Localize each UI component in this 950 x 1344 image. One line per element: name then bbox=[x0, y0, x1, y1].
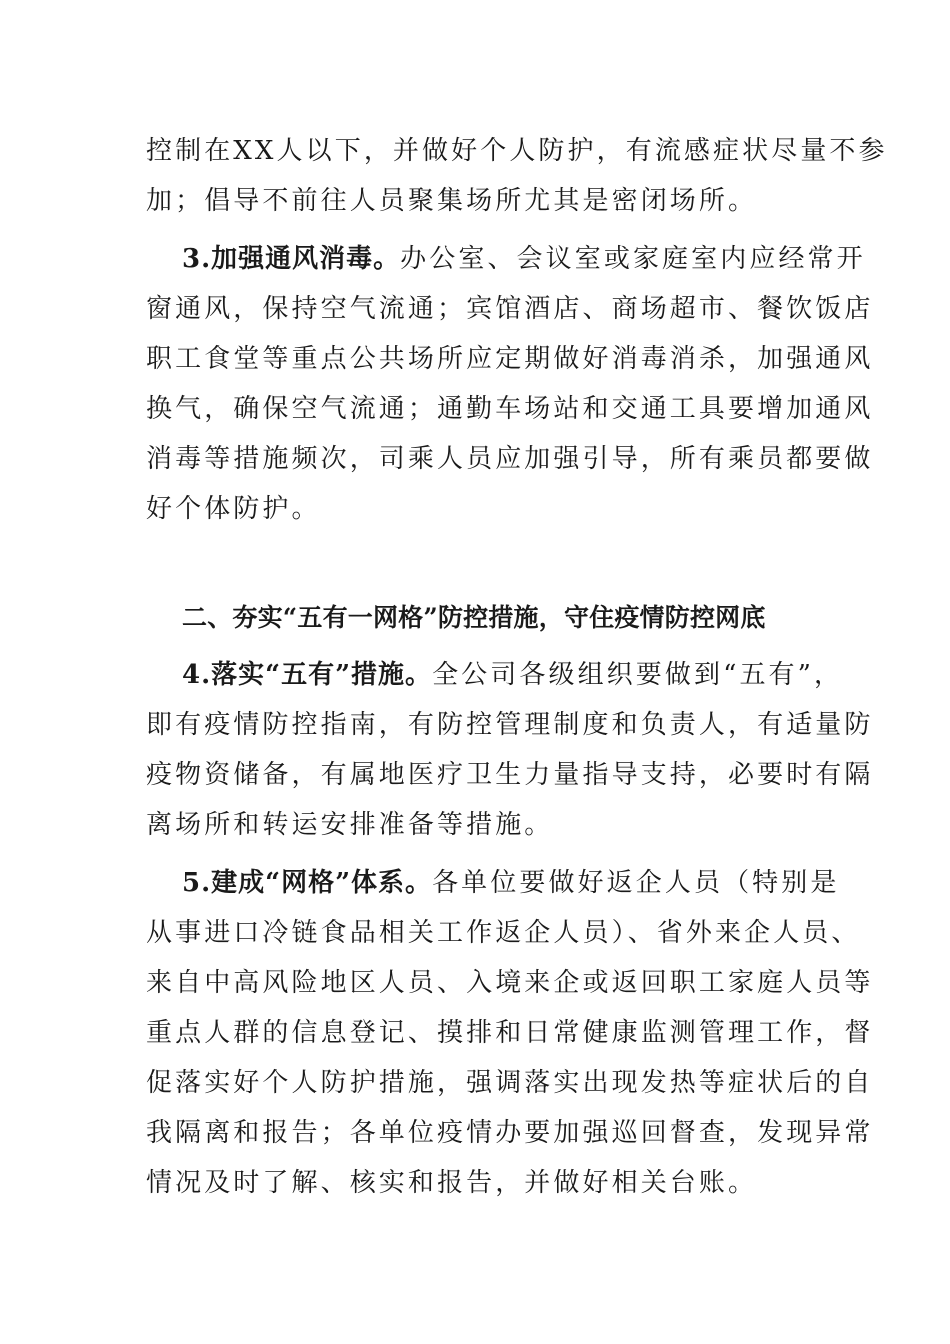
paragraph-line: 从事进口冷链食品相关工作返企人员）、省外来企人员、 bbox=[146, 918, 861, 948]
paragraph-line: 消毒等措施频次，司乘人员应加强引导，所有乘员都要做 bbox=[146, 444, 874, 474]
section-heading: 二、夯实“五有一网格”防控措施，守住疫情防控网底 bbox=[182, 603, 766, 632]
paragraph-text: 全公司各级组织要做到“五有”， bbox=[432, 660, 844, 690]
paragraph-line: 我隔离和报告；各单位疫情办要加强巡回督查，发现异常 bbox=[146, 1118, 874, 1148]
paragraph-line: 控制在XX人以下，并做好个人防护，有流感症状尽量不参 bbox=[146, 136, 888, 166]
paragraph-line bbox=[182, 658, 862, 692]
paragraph-line: 疫物资储备，有属地医疗卫生力量指导支持，必要时有隔 bbox=[146, 760, 874, 790]
paragraph-line: 加；倡导不前往人员聚集场所尤其是密闭场所。 bbox=[146, 186, 758, 216]
paragraph-line: 来自中高风险地区人员、入境来企或返回职工家庭人员等 bbox=[146, 968, 874, 998]
item-title: 4.落实“五有”措施。 bbox=[182, 660, 433, 690]
paragraph-line: 重点人群的信息登记、摸排和日常健康监测管理工作，督 bbox=[146, 1018, 874, 1048]
paragraph-line: 即有疫情防控指南，有防控管理制度和负责人，有适量防 bbox=[146, 710, 874, 740]
paragraph-line: 职工食堂等重点公共场所应定期做好消毒消杀，加强通风 bbox=[146, 344, 874, 374]
paragraph-line: 促落实好个人防护措施，强调落实出现发热等症状后的自 bbox=[146, 1068, 874, 1098]
paragraph-line: 窗通风，保持空气流通；宾馆酒店、商场超市、餐饮饭店 bbox=[146, 294, 874, 324]
paragraph-text: 各单位要做好返企人员（特别是 bbox=[432, 868, 840, 898]
item-title: 5.建成“网格”体系。 bbox=[182, 868, 433, 898]
paragraph-line: 离场所和转运安排准备等措施。 bbox=[146, 810, 554, 840]
paragraph-line bbox=[182, 242, 866, 276]
paragraph-line bbox=[182, 866, 862, 900]
paragraph-text: 办公室、会议室或家庭室内应经常开 bbox=[400, 244, 866, 274]
item-title: 3.加强通风消毒。 bbox=[182, 244, 401, 274]
paragraph-line: 情况及时了解、核实和报告，并做好相关台账。 bbox=[146, 1168, 758, 1198]
paragraph-line: 换气，确保空气流通；通勤车场站和交通工具要增加通风 bbox=[146, 394, 874, 424]
paragraph-line: 好个体防护。 bbox=[146, 494, 321, 524]
